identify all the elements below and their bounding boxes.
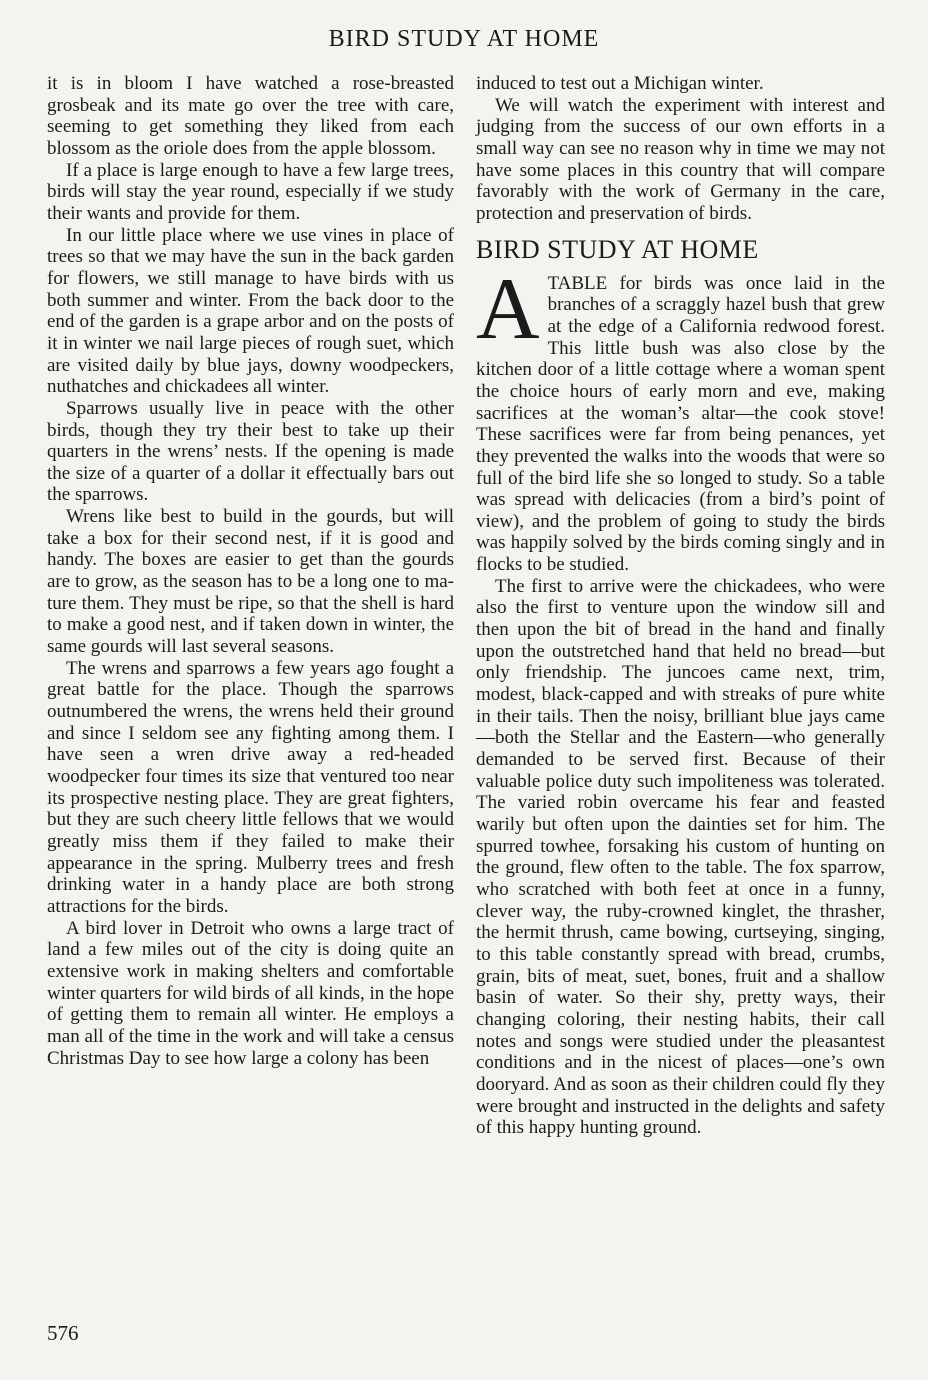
body-paragraph: it is in bloom I have watched a rose-breasted grosbeak and its mate go over the tree with care, seeming to get something they liked from each blossom as the oriole does from the apple blossom. [47, 73, 454, 159]
opening-paragraph-text: TABLE for birds was once laid in the branches of a scraggly hazel bush that grew at the edge of a California redwood forest. This little bush was also close by the kitchen door of a little cottage where a woman spent the choice hours of early morn and eve, making sacrifices at the woman’s altar—the cook stove! These sacrifices were far from being penances, yet they prevented the walks into the woods that were so full of the bird life she so longed to study. So a table was spread with delicacies (from a bird’s point of view), and the problem of going to study the birds was happily solved by the birds coming singly and in flocks to be studied. [476, 272, 885, 576]
body-paragraph: induced to test out a Michigan winter. [476, 73, 764, 94]
body-paragraph: We will watch the experiment with interest and judging from the success of our own efforts in a small way can see no reason why in time we may not have some places in this country that will compare favorably with the work of Germany in the care, protection and preservation of birds. [476, 94, 885, 224]
opening-paragraph [476, 260, 885, 576]
running-head: BIRD STUDY AT HOME [328, 26, 600, 52]
drop-cap: A [476, 260, 540, 358]
body-paragraph: The first to arrive were the chickadees, who were also the first to venture upon the window sill and then upon the bit of bread in the hand and finally upon the outstretched hand that held no bread—but only friendship. The juncoes came next, trim, modest, black-capped and with streaks of pure white in their tails. Then the noisy, brilliant blue jays came—both the Stellar and the Eastern—who generally demanded to be served first. Because of their valuable police duty such impoliteness was tolerated. The varied robin overcame his fear and feasted warily but often upon the dainties set for him. The spurred towhee, forsaking his custom of hunting on the ground, flew often to the table. The fox sparrow, who scratched with both feet at once in a funny, clever way, the ruby-crowned kinglet, the thrasher, the hermit thrush, came bowing, curtseying, singing, to this table constantly spread with bread, crumbs, grain, bits of meat, suet, bones, fruit and a shallow basin of water. So their shy, pretty ways, their changing coloring, their nesting habits, their call notes and songs were studied under the pleasantest conditions and in the nicest of places—one’s own dooryard. And as soon as their children could fly they were brought and instructed in the delights and safety of this happy hunting ground. [476, 575, 885, 1139]
body-paragraph: In our little place where we use vines in place of trees so that we may have the sun in the back garden for flowers, we still manage to have birds with us both summer and winter. From the back door to the end of the garden is a grape arbor and on the posts of it in winter we nail large pieces of rough suet, which are visited daily by blue jays, downy woodpeckers, nuthatches and chickadees all winter. [47, 224, 454, 398]
body-paragraph: Wrens like best to build in the gourds, but will take a box for their second nest, if it is good and handy. The boxes are easier to get than the gourds are to grow, as the season has to be a long one to mature them. They must be ripe, so that the shell is hard to make a good nest, and if taken down in winter, the same gourds will last several seasons. [47, 506, 454, 658]
body-paragraph: A bird lover in Detroit who owns a large tract of land a few miles out of the city is doing quite an extensive work in making shelters and comfortable winter quarters for wild birds of all kinds, in the hope of getting them to remain all winter. He employs a man all of the time in the work and will take a census Christmas Day to see how large a colony has been [47, 917, 454, 1069]
body-paragraph: The wrens and sparrows a few years ago fought a great battle for the place. Though the sparrows outnumbered the wrens, the wrens held their ground and since I seldom see any fighting among them. I have seen a wren drive away a red-headed woodpecker four times its size that ventured too near its prospective nesting place. They are great fighters, but they are such cheery little fellows that we would greatly miss them if they failed to make their appearance in the spring. Mulberry trees and fresh drinking water in a handy place are both strong attractions for the birds. [47, 657, 454, 917]
right-column [476, 73, 885, 1139]
article-title: BIRD STUDY AT HOME [476, 234, 759, 264]
left-column [47, 73, 454, 1069]
body-paragraph: If a place is large enough to have a few large trees, birds will stay the year round, especially if we study their wants and provide for them. [47, 159, 454, 224]
body-paragraph: Sparrows usually live in peace with the other birds, though they try their best to take up their quarters in the wrens’ nests. If the opening is made the size of a quarter of a dollar it effectually bars out the sparrows. [47, 397, 454, 506]
page-number: 576 [47, 1321, 79, 1345]
